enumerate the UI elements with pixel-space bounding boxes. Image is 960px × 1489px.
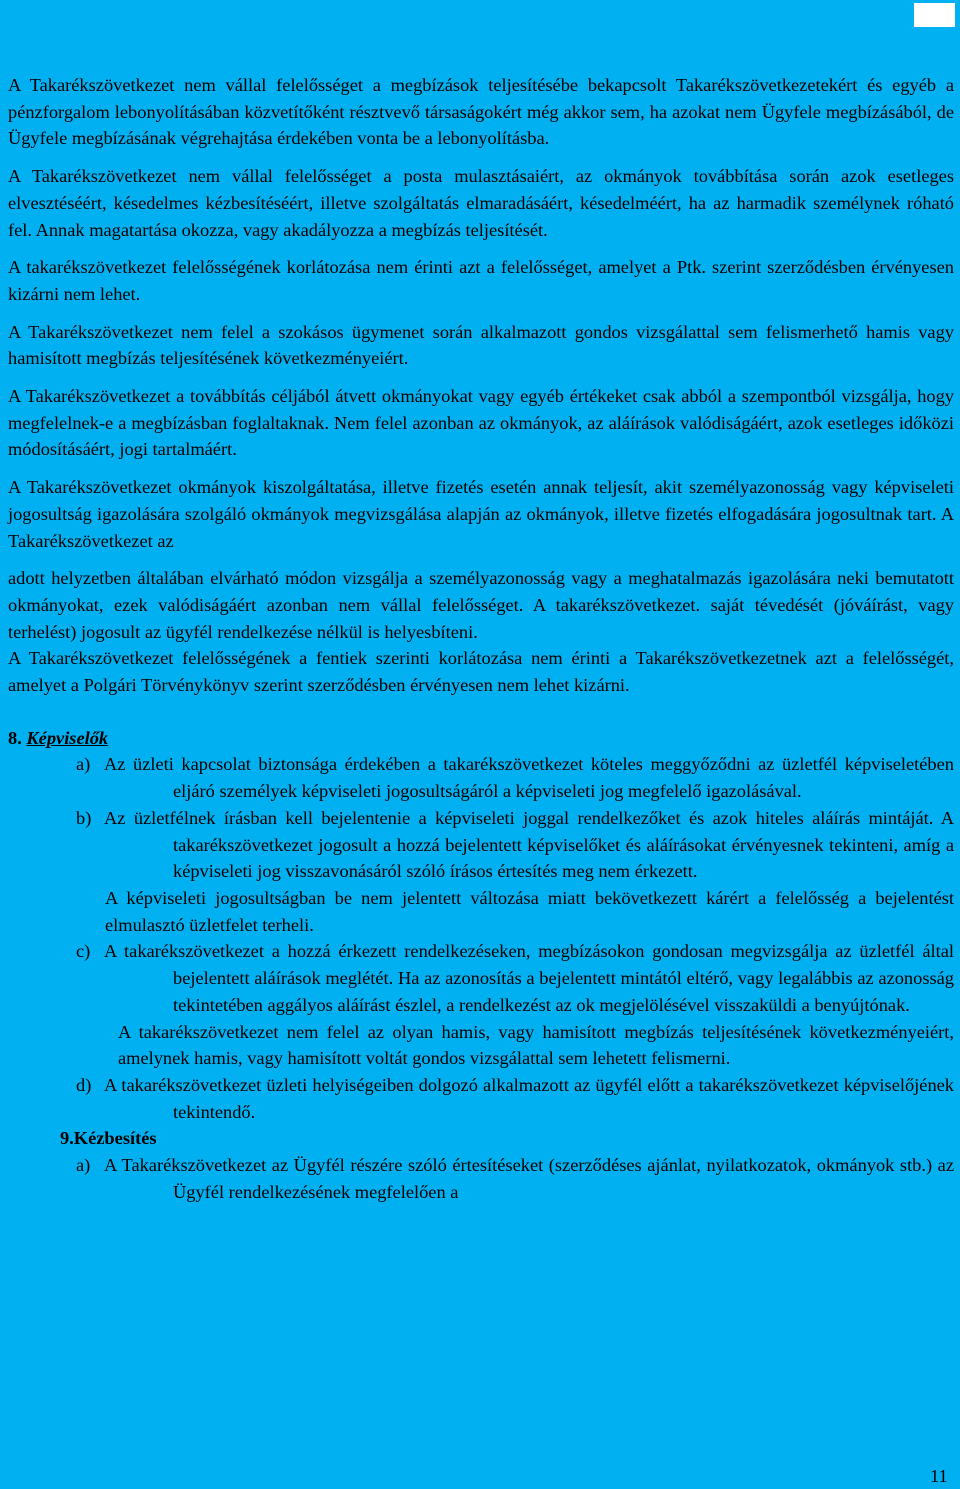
section-8-note-b: A képviseleti jogosultságban be nem jelentett változása miatt bekövetkezett kárért a felelősség a bejelentést elmulasztó üzletfelet terheli. bbox=[105, 887, 954, 935]
paragraph-8: A Takarékszövetkezet felelősségének a fentiek szerinti korlátozása nem érinti a Takarékszövetkezetnek azt a felelősségét, amelyet a Polgári Törvénykönyv szerint szerződésben érvényesen nem lehet kizárni. bbox=[8, 648, 954, 696]
document-page bbox=[8, 72, 954, 1205]
section-8-item-b bbox=[8, 805, 954, 885]
item-label: a) bbox=[76, 1155, 91, 1176]
item-text: A takarékszövetkezet a hozzá érkezett rendelkezéseken, megbízásokon gondosan megvizsgálja az üzletfél által bejelentett aláírások meglétét. Ha az azonosítás a bejelentett mintától eltérő, vagy legalábbis az azonosság tekintetében aggályos aláírást észlel, a rendelkezést az ok megjelölésével visszaküldi a benyújtónak. bbox=[104, 941, 954, 1015]
corner-white-box bbox=[914, 3, 955, 27]
section-9-heading bbox=[8, 1125, 954, 1152]
item-text: Az üzleti kapcsolat biztonsága érdekében a takarékszövetkezet köteles meggyőződni az üzletfél képviseletében eljáró személyek képviseleti jogosultságáról a képviseleti jog megfelelő igazolásával. bbox=[104, 754, 954, 802]
section-9-number: 9. bbox=[60, 1128, 74, 1149]
page-number: 11 bbox=[930, 1466, 948, 1486]
section-8-item-a bbox=[8, 751, 954, 804]
section-8-heading bbox=[8, 725, 954, 752]
section-9-title: Kézbesítés bbox=[73, 1128, 157, 1149]
section-8-item-d bbox=[8, 1072, 954, 1125]
section-8-title: Képviselők bbox=[26, 727, 109, 748]
item-text: A Takarékszövetkezet az Ügyfél részére szóló értesítéseket (szerződéses ajánlat, nyilatkozatok, okmányok stb.) az Ügyfél rendelkezésének megfelelően a bbox=[104, 1155, 954, 1202]
item-label: a) bbox=[76, 754, 91, 775]
item-text: A takarékszövetkezet üzleti helyiségeiben dolgozó alkalmazott az ügyfél előtt a takarékszövetkezet képviselőjének tekintendő. bbox=[104, 1074, 954, 1122]
paragraph-1: A Takarékszövetkezet nem vállal felelősséget a megbízások teljesítésébe bekapcsolt Takarékszövetkezetekért és egyéb a pénzforgalom lebonyolításában közvetítőként résztvevő társaságokért még akkor sem, ha azokat nem Ügyfele megbízásából, de Ügyfele megbízásának végrehajtása érdekében vonta be a lebonyolításba. bbox=[8, 75, 954, 149]
paragraph-7: adott helyzetben általában elvárható módon vizsgálja a személyazonosság vagy a meghatalmazás igazolására neki bemutatott okmányokat, ezek valódiságáért azonban nem vállal felelősséget. A takarékszövetkezet. saját tévedését (jóváírást, vagy terhelést) jogosult az ügyfél rendelkezése nélkül is helyesbíteni. bbox=[8, 568, 954, 642]
paragraph-6: A Takarékszövetkezet okmányok kiszolgáltatása, illetve fizetés esetén annak teljesít, akit személyazonosság vagy képviseleti jogosultság igazolására szolgáló okmányok megvizsgálása alapján az okmányok, illetve fizetés elfogadására jogosultnak tart. A Takarékszövetkezet az bbox=[8, 477, 954, 551]
paragraph-5: A Takarékszövetkezet a továbbítás céljából átvett okmányokat vagy egyéb értékeket csak abból a szempontból vizsgálja, hogy megfelelnek-e a megbízásban foglaltaknak. Nem felel azonban az okmányok, az aláírások valódiságáért, azok esetleges időközi módosításáért, jogi tartalmáért. bbox=[8, 386, 954, 460]
item-text: Az üzletfélnek írásban kell bejelentenie a képviseleti joggal rendelkezőket és azok hiteles aláírás mintáját. A takarékszövetkezet jogosult a hozzá bejelentett képviselőket és aláírásokat érvényesnek tekinteni, amíg a képviseleti jog visszavonásáról szóló írásos értesítés meg nem érkezett. bbox=[104, 807, 954, 882]
paragraph-3: A takarékszövetkezet felelősségének korlátozása nem érinti azt a felelősséget, amelyet a Ptk. szerint szerződésben érvényesen kizárni nem lehet. bbox=[8, 257, 954, 304]
section-8-item-c bbox=[8, 938, 954, 1018]
paragraph-2: A Takarékszövetkezet nem vállal felelősséget a posta mulasztásaiért, az okmányok továbbítása során azok esetleges elvesztéséért, késedelmes kézbesítéséért, illetve szolgáltatás elmaradásáért, késedelméért, ha az harmadik személynek róható fel. Annak magatartása okozza, vagy akadályozza a megbízás teljesítését. bbox=[8, 166, 954, 240]
item-label: d) bbox=[76, 1074, 92, 1095]
item-label: c) bbox=[76, 941, 91, 962]
section-8-note-c: A takarékszövetkezet nem felel az olyan hamis, vagy hamisított megbízás teljesítésének következményeiért, amelynek hamis, vagy hamisított voltát gondos vizsgálattal sem lehetett felismerni. bbox=[118, 1021, 954, 1069]
section-9-item-a bbox=[8, 1152, 954, 1205]
paragraph-4: A Takarékszövetkezet nem felel a szokásos ügymenet során alkalmazott gondos vizsgálattal sem felismerhető hamis vagy hamisított megbízás teljesítésének következményeiért. bbox=[8, 321, 954, 369]
item-label: b) bbox=[76, 807, 92, 828]
section-8-number: 8. bbox=[8, 727, 22, 748]
